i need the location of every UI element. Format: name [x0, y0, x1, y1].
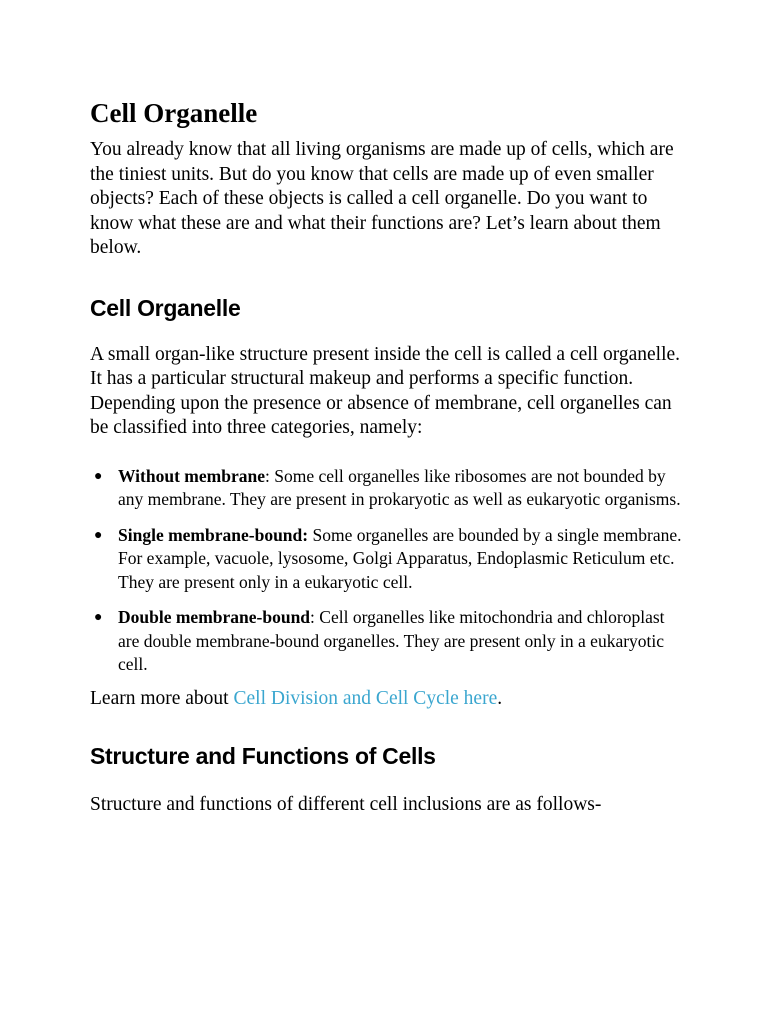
list-item: [90, 606, 690, 677]
page-title: Cell Organelle: [90, 98, 258, 128]
definition-paragraph: A small organ-like structure present inside the cell is called a cell organelle. It has a particular structural makeup and performs a specific function. Depending upon the presence or absence of membrane, cell organelles can be classified into three categories, namely:: [90, 343, 681, 438]
list-item-text: Some cell organelles like ribosomes are not bounded by any membrane. They are present in prokaryotic as well as eukaryotic organisms.: [118, 465, 681, 509]
document-page: [90, 96, 690, 818]
list-item-text: Cell organelles like mitochondria and chloroplast are double membrane-bound organelles. They are present only in a eukaryotic cell.: [118, 607, 665, 674]
list-item-separator: :: [264, 465, 270, 486]
bullet-icon: ●: [94, 527, 103, 543]
section-heading-cell-organelle: Cell Organelle: [90, 294, 241, 321]
list-item: [90, 465, 690, 512]
list-item-term: Single membrane-bound:: [118, 524, 309, 545]
list-item-separator: :: [310, 607, 315, 627]
cell-division-link[interactable]: Cell Division and Cell Cycle here: [233, 687, 498, 709]
learn-more-prefix: Learn more about: [90, 687, 234, 709]
list-item: [90, 524, 690, 595]
learn-more-suffix: .: [497, 687, 503, 709]
list-item-term: Double membrane-bound: [118, 607, 311, 627]
list-item-term: Without membrane: [118, 465, 265, 486]
learn-more-line: [90, 687, 690, 712]
intro-paragraph: You already know that all living organisms are made up of cells, which are the tiniest units. But do you know that cells are made up of even smaller objects? Each of these objects is called a cell organelle. Do you want to know what these are and what their functions are? Let’s learn about them below.: [90, 139, 674, 258]
section-heading-structure-functions: Structure and Functions of Cells: [90, 743, 436, 769]
structure-paragraph: Structure and functions of different cell inclusions are as follows-: [90, 794, 602, 815]
bullet-icon: ●: [94, 468, 103, 484]
bullet-icon: ●: [94, 610, 103, 625]
organelle-category-list: [90, 465, 690, 677]
list-item-text: Some organelles are bounded by a single membrane. For example, vacuole, lysosome, Golgi Apparatus, Endoplasmic Reticulum etc. They are present only in a eukaryotic cell.: [118, 524, 682, 592]
